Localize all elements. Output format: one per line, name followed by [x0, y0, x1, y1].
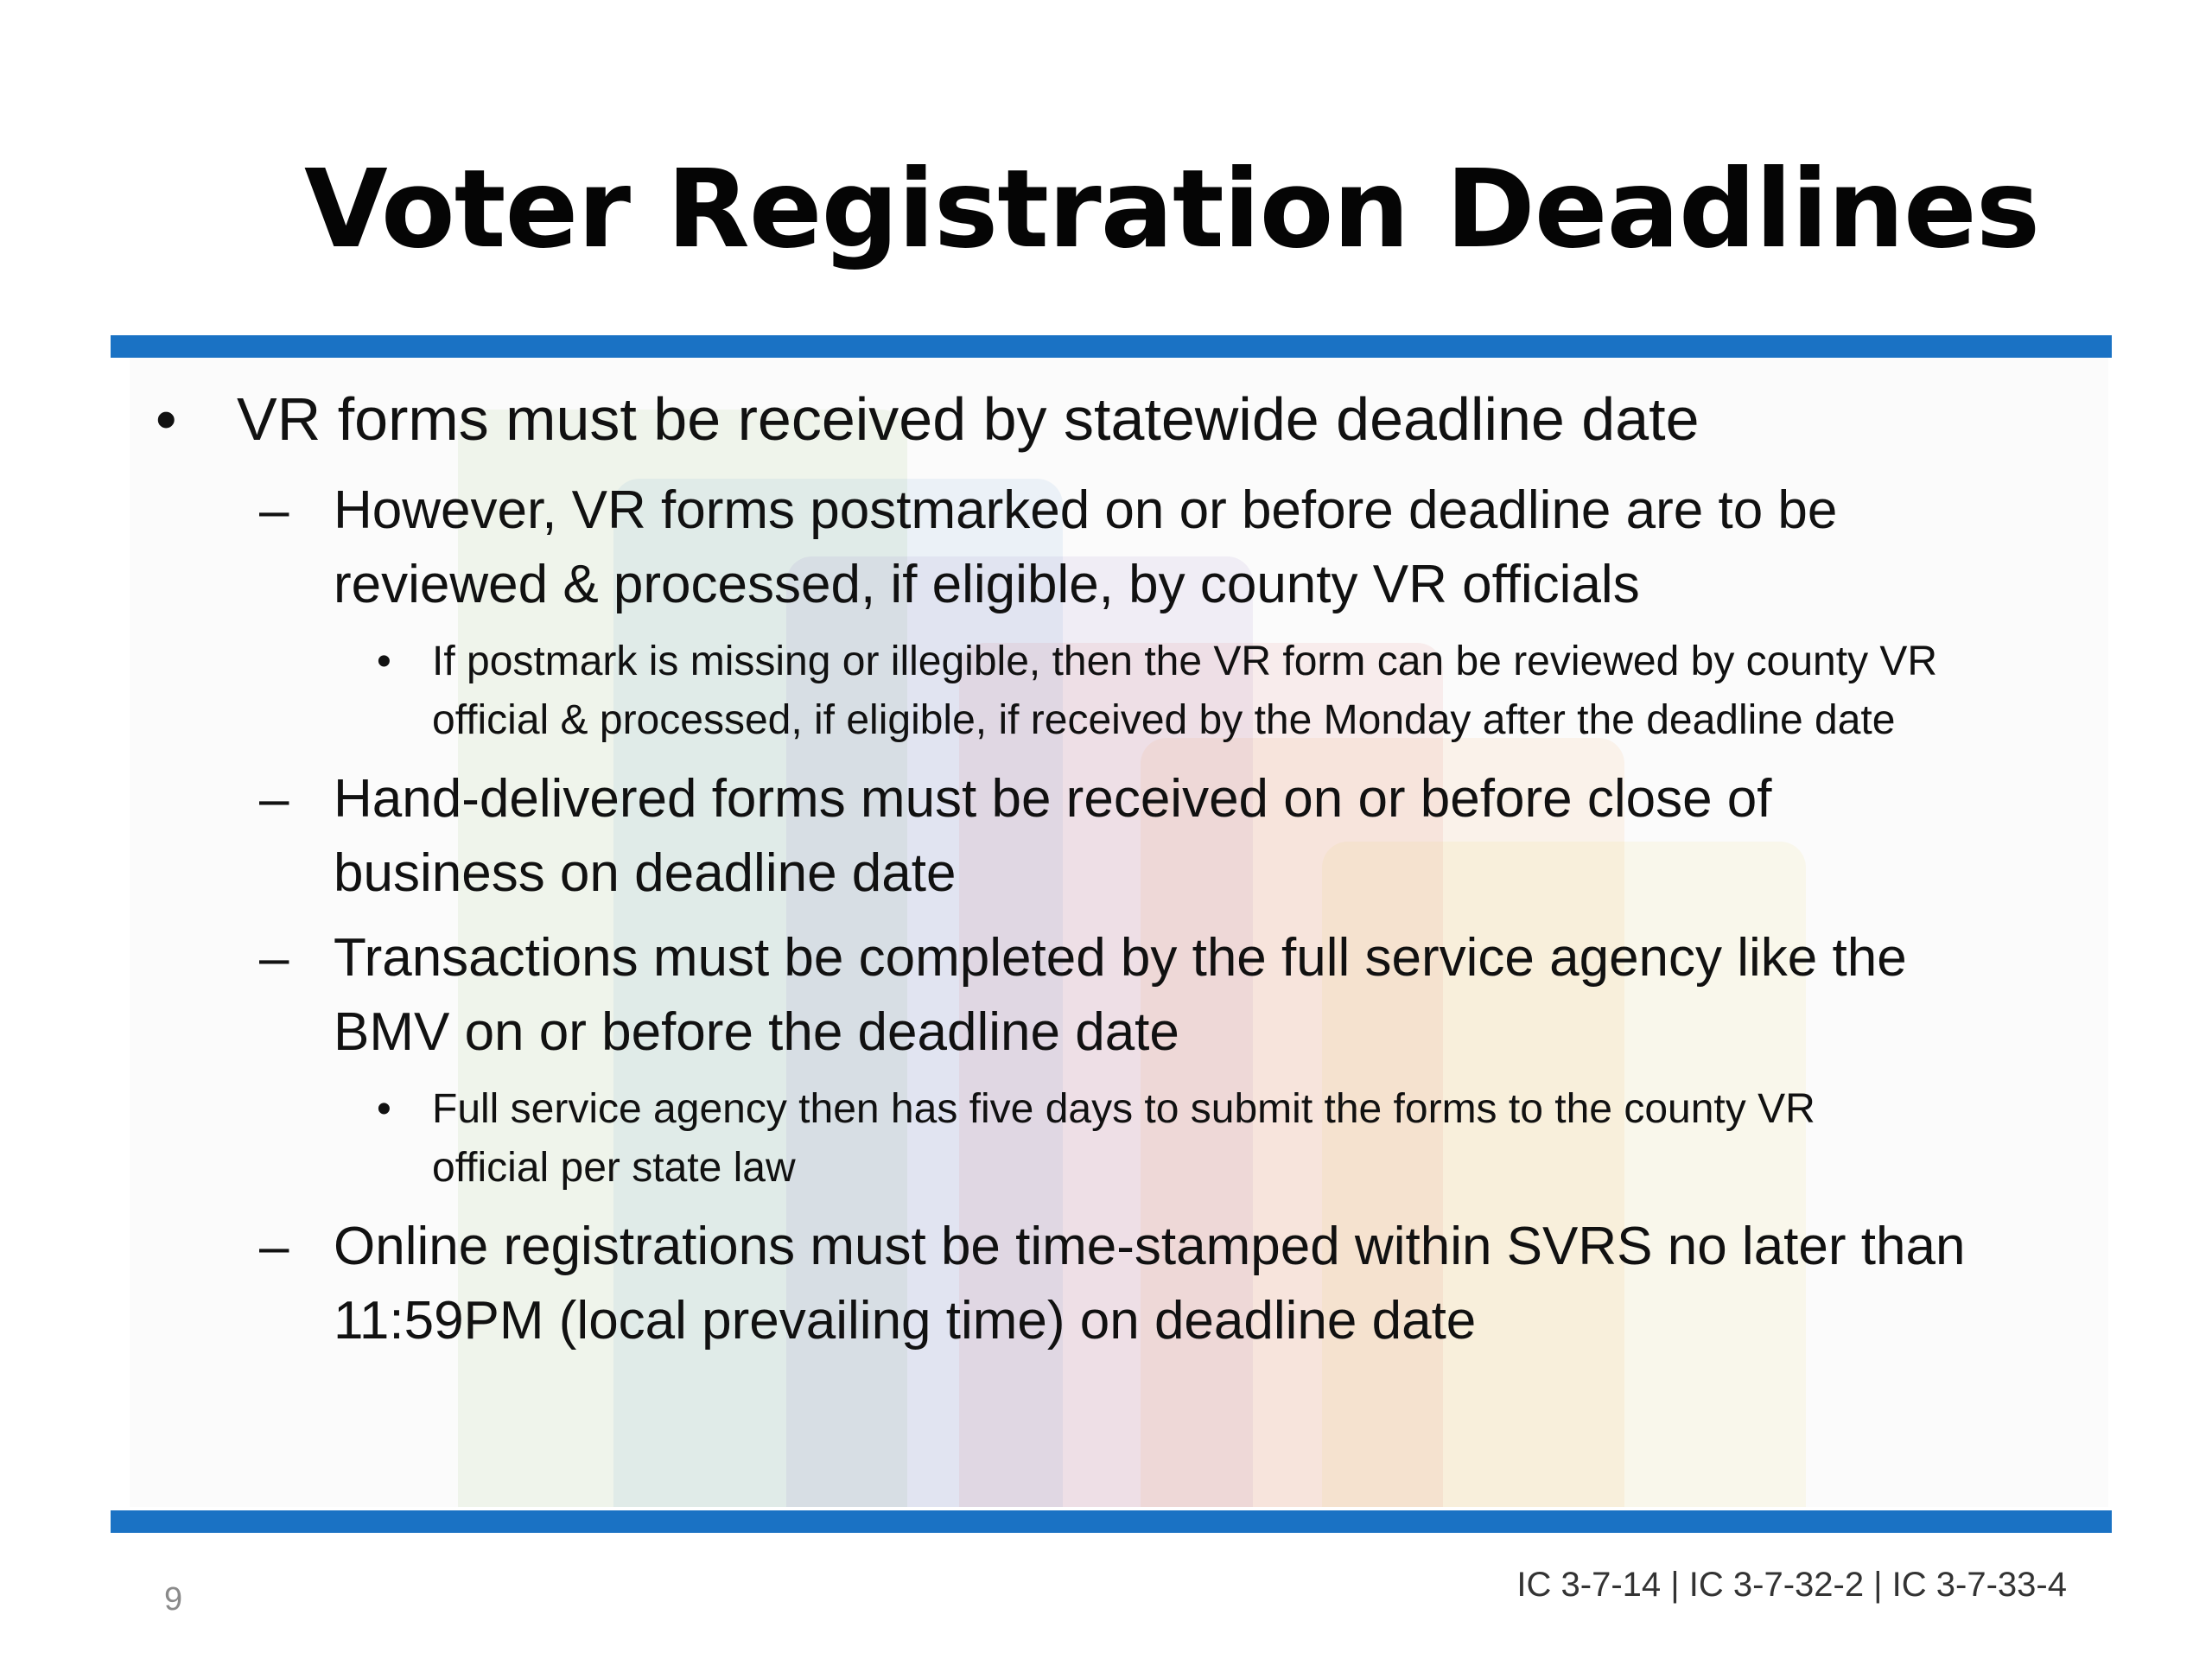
bullet-item-level3 — [147, 1080, 2091, 1198]
bullet-text-line: If postmark is missing or illegible, then the VR form can be reviewed by county VR — [432, 639, 1938, 684]
bullet-item-level2 — [147, 1210, 2091, 1358]
bullet-item-level1 — [147, 380, 2091, 458]
bullet-dot-icon: • — [156, 385, 177, 453]
bullet-item-level2 — [147, 921, 2091, 1070]
bullet-text: VR forms must be received by statewide deadline date — [237, 385, 1700, 453]
bullet-item-level2 — [147, 762, 2091, 911]
top-divider — [111, 335, 2112, 358]
bullet-text-line: However, VR forms postmarked on or before deadline are to be — [334, 480, 1838, 540]
dash-icon: – — [259, 480, 289, 540]
bullet-text-line: business on deadline date — [334, 843, 957, 903]
bullet-text-line: Transactions must be completed by the full service agency like the — [334, 928, 1907, 988]
bullet-list — [147, 380, 2091, 1369]
bullet-text-line: reviewed & processed, if eligible, by county VR officials — [334, 555, 1640, 614]
bullet-text-line: Full service agency then has five days to submit the forms to the county VR — [432, 1086, 1815, 1132]
slide-title: Voter Registration Deadlines — [304, 147, 2040, 272]
bullet-item-level3 — [147, 632, 2091, 750]
dash-icon: – — [259, 928, 289, 988]
bullet-text-line: BMV on or before the deadline date — [334, 1002, 1179, 1062]
dash-icon: – — [259, 1217, 289, 1276]
bullet-dot-icon: • — [377, 1086, 391, 1132]
bullet-text-line: official & processed, if eligible, if received by the Monday after the deadline date — [432, 697, 1896, 743]
bottom-divider — [111, 1510, 2112, 1533]
bullet-text-line: official per state law — [432, 1145, 796, 1191]
dash-icon: – — [259, 769, 289, 829]
page-number: 9 — [164, 1581, 183, 1618]
bullet-text-line: Online registrations must be time-stamped within SVRS no later than — [334, 1217, 1966, 1276]
bullet-text-line: 11:59PM (local prevailing time) on deadline date — [334, 1291, 1477, 1351]
bullet-text-line: Hand-delivered forms must be received on or before close of — [334, 769, 1772, 829]
statute-reference: IC 3-7-14 | IC 3-7-32-2 | IC 3-7-33-4 — [1516, 1566, 2067, 1604]
bullet-dot-icon: • — [377, 639, 391, 684]
bullet-item-level2 — [147, 474, 2091, 622]
